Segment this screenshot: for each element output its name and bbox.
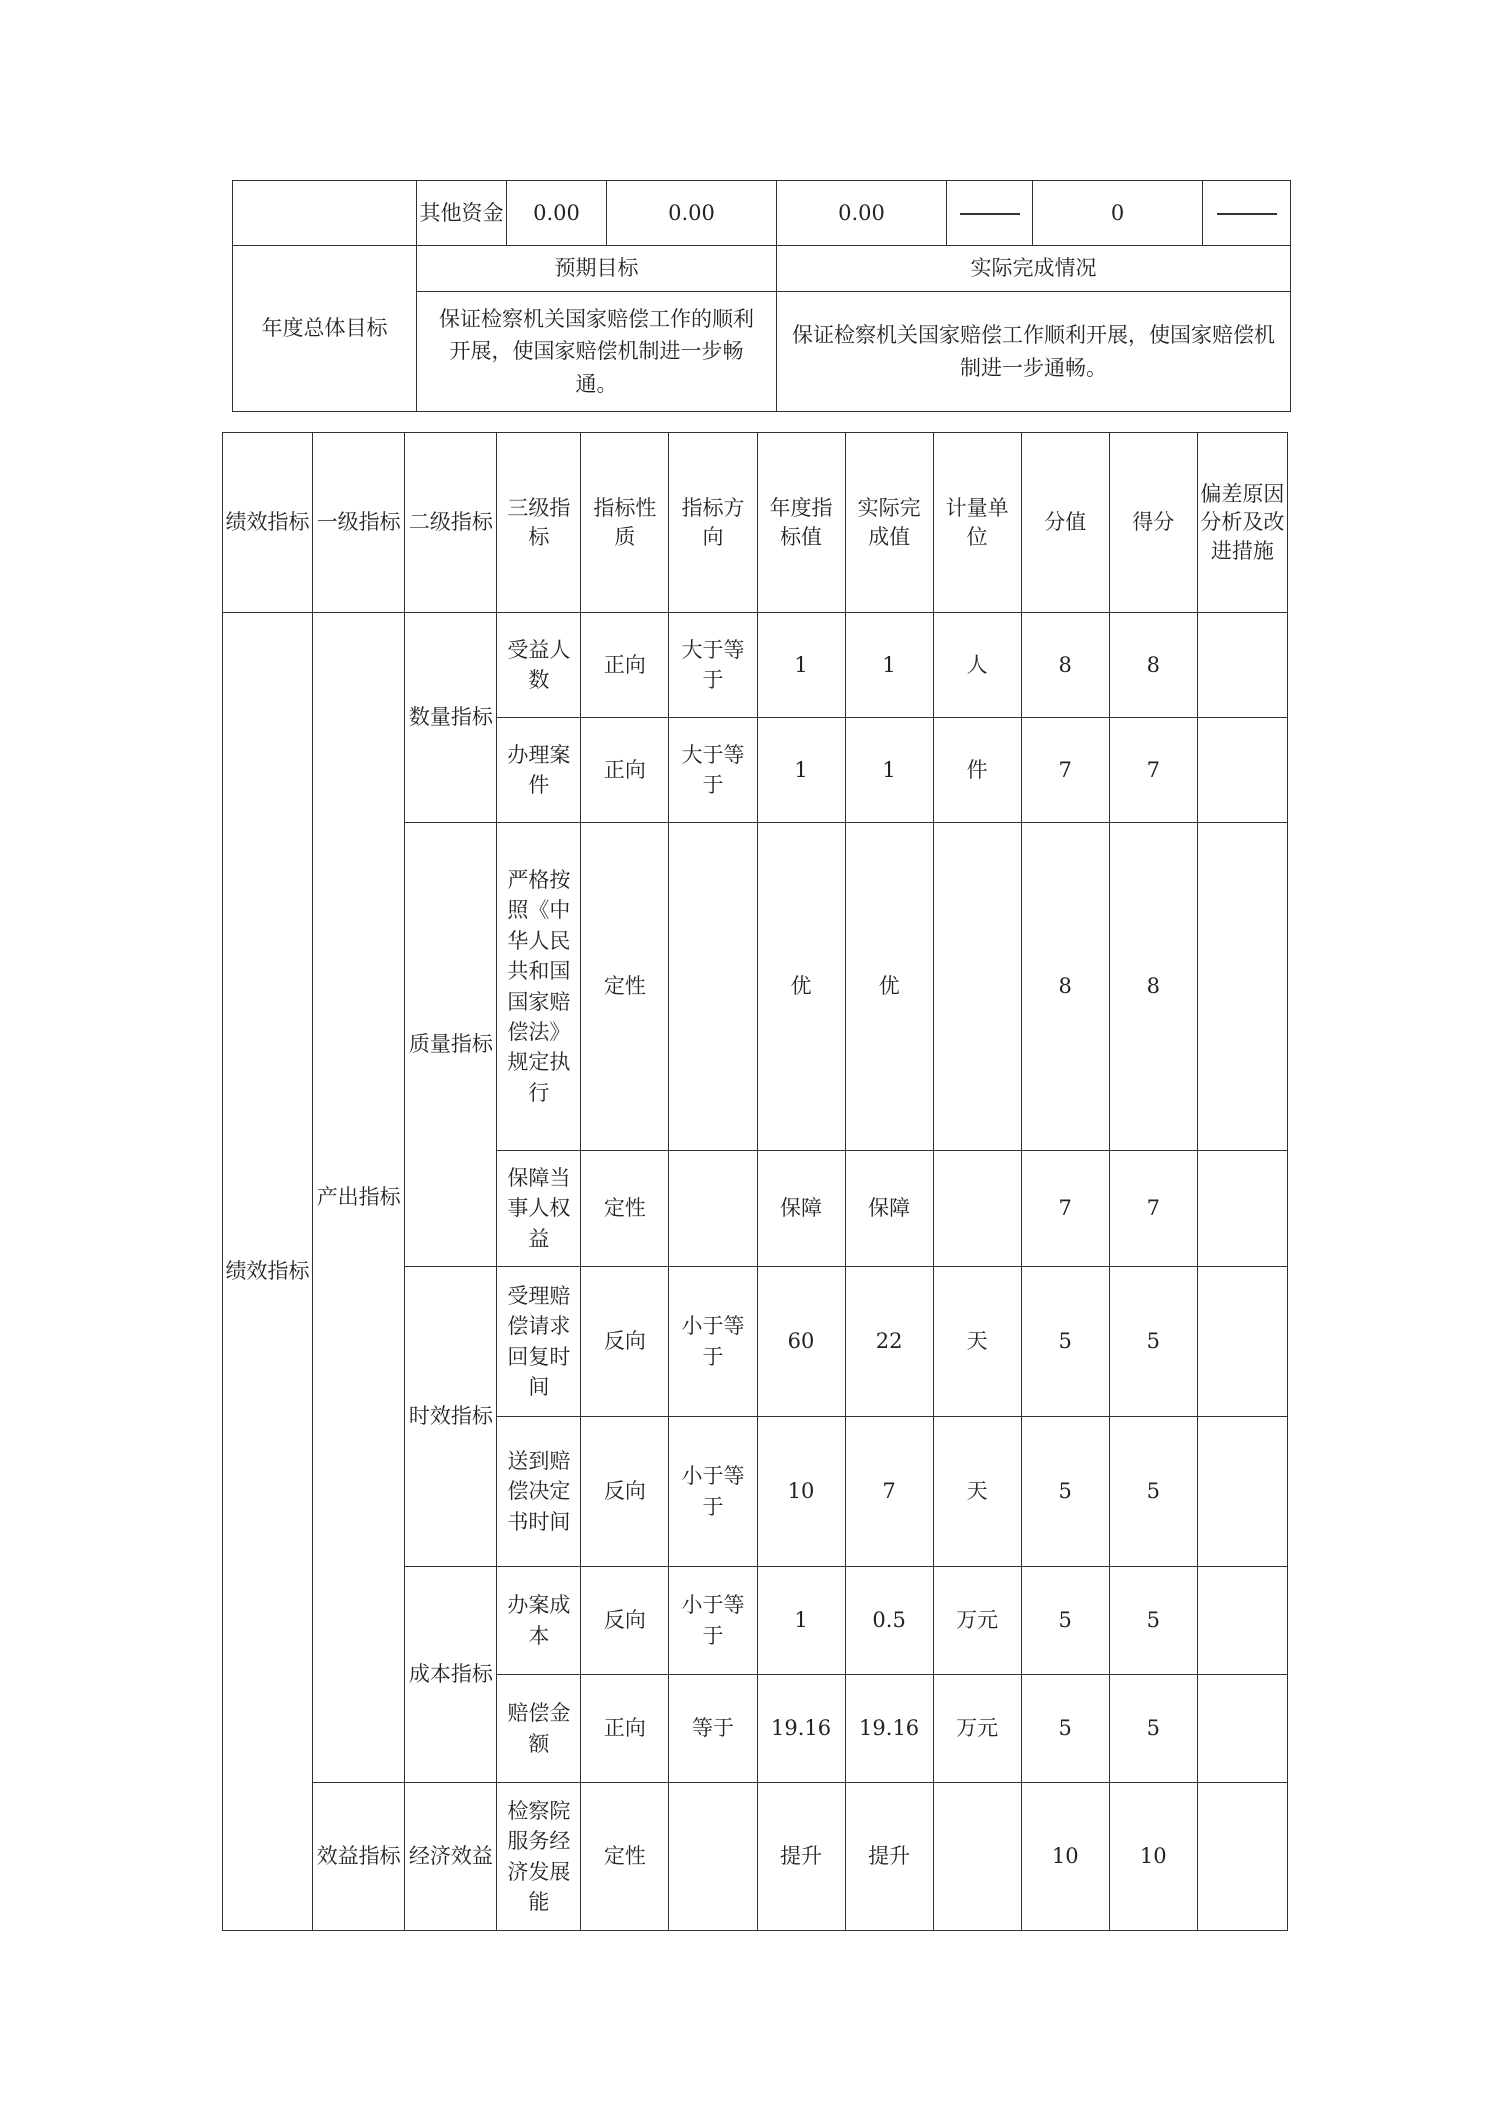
actual-goal-text: 保证检察机关国家赔偿工作顺利开展，使国家赔偿机制进一步通畅。 bbox=[777, 292, 1291, 412]
funds-label: 其他资金 bbox=[417, 181, 507, 246]
row-deviation bbox=[1197, 1151, 1287, 1267]
expected-goal-text: 保证检察机关国家赔偿工作的顺利开展，使国家赔偿机制进一步畅通。 bbox=[417, 292, 777, 412]
row-nature: 反向 bbox=[581, 1567, 669, 1675]
row-target: 优 bbox=[757, 823, 845, 1151]
header-nature: 指标性质 bbox=[581, 433, 669, 613]
row-value: 5 bbox=[1021, 1675, 1109, 1783]
funds-blank-cell bbox=[233, 181, 417, 246]
group-quality: 质量指标 bbox=[405, 823, 497, 1267]
row-unit bbox=[933, 823, 1021, 1151]
row-value: 5 bbox=[1021, 1267, 1109, 1417]
performance-indicator-table bbox=[222, 432, 1288, 1931]
row-value: 7 bbox=[1021, 718, 1109, 823]
group-timeliness: 时效指标 bbox=[405, 1267, 497, 1567]
row-actual: 保障 bbox=[845, 1151, 933, 1267]
row-name: 检察院服务经济发展能 bbox=[497, 1783, 581, 1931]
row-score: 7 bbox=[1109, 718, 1197, 823]
header-actual-value: 实际完成值 bbox=[845, 433, 933, 613]
header-row bbox=[223, 433, 1288, 613]
actual-goal-header: 实际完成情况 bbox=[777, 246, 1291, 292]
row-nature: 正向 bbox=[581, 718, 669, 823]
header-unit: 计量单位 bbox=[933, 433, 1021, 613]
row-actual: 19.16 bbox=[845, 1675, 933, 1783]
row-actual: 优 bbox=[845, 823, 933, 1151]
group-perf: 绩效指标 bbox=[223, 613, 313, 1931]
row-direction: 小于等于 bbox=[669, 1267, 757, 1417]
row-score: 5 bbox=[1109, 1267, 1197, 1417]
row-direction: 小于等于 bbox=[669, 1567, 757, 1675]
row-score: 8 bbox=[1109, 613, 1197, 718]
row-target: 提升 bbox=[757, 1783, 845, 1931]
row-nature: 正向 bbox=[581, 1675, 669, 1783]
row-target: 19.16 bbox=[757, 1675, 845, 1783]
row-name: 送到赔偿决定书时间 bbox=[497, 1417, 581, 1567]
row-name: 受理赔偿请求回复时间 bbox=[497, 1267, 581, 1417]
group-benefit: 效益指标 bbox=[313, 1783, 405, 1931]
row-value: 10 bbox=[1021, 1783, 1109, 1931]
row-unit bbox=[933, 1783, 1021, 1931]
funds-dash-1 bbox=[947, 181, 1033, 246]
header-perf: 绩效指标 bbox=[223, 433, 313, 613]
row-target: 60 bbox=[757, 1267, 845, 1417]
row-actual: 1 bbox=[845, 613, 933, 718]
row-direction: 等于 bbox=[669, 1675, 757, 1783]
row-score: 5 bbox=[1109, 1417, 1197, 1567]
header-annual-value: 年度指标值 bbox=[757, 433, 845, 613]
row-nature: 定性 bbox=[581, 1151, 669, 1267]
funds-value-4: 0 bbox=[1033, 181, 1203, 246]
header-level2: 二级指标 bbox=[405, 433, 497, 613]
row-direction: 大于等于 bbox=[669, 613, 757, 718]
row-nature: 反向 bbox=[581, 1417, 669, 1567]
row-direction: 小于等于 bbox=[669, 1417, 757, 1567]
row-target: 保障 bbox=[757, 1151, 845, 1267]
row-target: 10 bbox=[757, 1417, 845, 1567]
header-direction: 指标方向 bbox=[669, 433, 757, 613]
row-direction bbox=[669, 1151, 757, 1267]
row-target: 1 bbox=[757, 718, 845, 823]
annual-goal-table bbox=[232, 180, 1291, 412]
row-direction: 大于等于 bbox=[669, 718, 757, 823]
funds-value-3: 0.00 bbox=[777, 181, 947, 246]
row-actual: 0.5 bbox=[845, 1567, 933, 1675]
table-row bbox=[223, 1783, 1288, 1931]
funds-value-1: 0.00 bbox=[507, 181, 607, 246]
row-deviation bbox=[1197, 1783, 1287, 1931]
funds-value-2: 0.00 bbox=[607, 181, 777, 246]
row-target: 1 bbox=[757, 1567, 845, 1675]
row-score: 5 bbox=[1109, 1567, 1197, 1675]
row-actual: 7 bbox=[845, 1417, 933, 1567]
row-unit: 件 bbox=[933, 718, 1021, 823]
funds-dash-2 bbox=[1203, 181, 1291, 246]
row-name: 严格按照《中华人民共和国国家赔偿法》规定执行 bbox=[497, 823, 581, 1151]
row-value: 8 bbox=[1021, 613, 1109, 718]
header-score: 得分 bbox=[1109, 433, 1197, 613]
row-name: 办理案件 bbox=[497, 718, 581, 823]
group-quantity: 数量指标 bbox=[405, 613, 497, 823]
header-level3: 三级指标 bbox=[497, 433, 581, 613]
group-output: 产出指标 bbox=[313, 613, 405, 1783]
row-direction bbox=[669, 823, 757, 1151]
header-deviation: 偏差原因分析及改进措施 bbox=[1197, 433, 1287, 613]
header-level1: 一级指标 bbox=[313, 433, 405, 613]
row-actual: 提升 bbox=[845, 1783, 933, 1931]
row-unit: 天 bbox=[933, 1267, 1021, 1417]
row-nature: 定性 bbox=[581, 1783, 669, 1931]
row-value: 7 bbox=[1021, 1151, 1109, 1267]
row-target: 1 bbox=[757, 613, 845, 718]
row-unit: 万元 bbox=[933, 1675, 1021, 1783]
row-score: 10 bbox=[1109, 1783, 1197, 1931]
row-deviation bbox=[1197, 823, 1287, 1151]
expected-goal-header: 预期目标 bbox=[417, 246, 777, 292]
row-actual: 22 bbox=[845, 1267, 933, 1417]
row-score: 7 bbox=[1109, 1151, 1197, 1267]
group-cost: 成本指标 bbox=[405, 1567, 497, 1783]
row-name: 受益人数 bbox=[497, 613, 581, 718]
row-name: 办案成本 bbox=[497, 1567, 581, 1675]
group-economic: 经济效益 bbox=[405, 1783, 497, 1931]
row-unit: 天 bbox=[933, 1417, 1021, 1567]
row-deviation bbox=[1197, 1267, 1287, 1417]
row-nature: 反向 bbox=[581, 1267, 669, 1417]
row-score: 5 bbox=[1109, 1675, 1197, 1783]
row-name: 保障当事人权益 bbox=[497, 1151, 581, 1267]
row-value: 5 bbox=[1021, 1417, 1109, 1567]
row-nature: 正向 bbox=[581, 613, 669, 718]
row-deviation bbox=[1197, 1675, 1287, 1783]
row-deviation bbox=[1197, 718, 1287, 823]
row-value: 5 bbox=[1021, 1567, 1109, 1675]
row-value: 8 bbox=[1021, 823, 1109, 1151]
annual-goal-label: 年度总体目标 bbox=[233, 246, 417, 412]
row-unit bbox=[933, 1151, 1021, 1267]
row-deviation bbox=[1197, 613, 1287, 718]
row-nature: 定性 bbox=[581, 823, 669, 1151]
row-score: 8 bbox=[1109, 823, 1197, 1151]
row-deviation bbox=[1197, 1417, 1287, 1567]
row-direction bbox=[669, 1783, 757, 1931]
row-unit: 人 bbox=[933, 613, 1021, 718]
row-deviation bbox=[1197, 1567, 1287, 1675]
row-unit: 万元 bbox=[933, 1567, 1021, 1675]
row-actual: 1 bbox=[845, 718, 933, 823]
row-name: 赔偿金额 bbox=[497, 1675, 581, 1783]
table-row bbox=[223, 613, 1288, 718]
header-score-value: 分值 bbox=[1021, 433, 1109, 613]
